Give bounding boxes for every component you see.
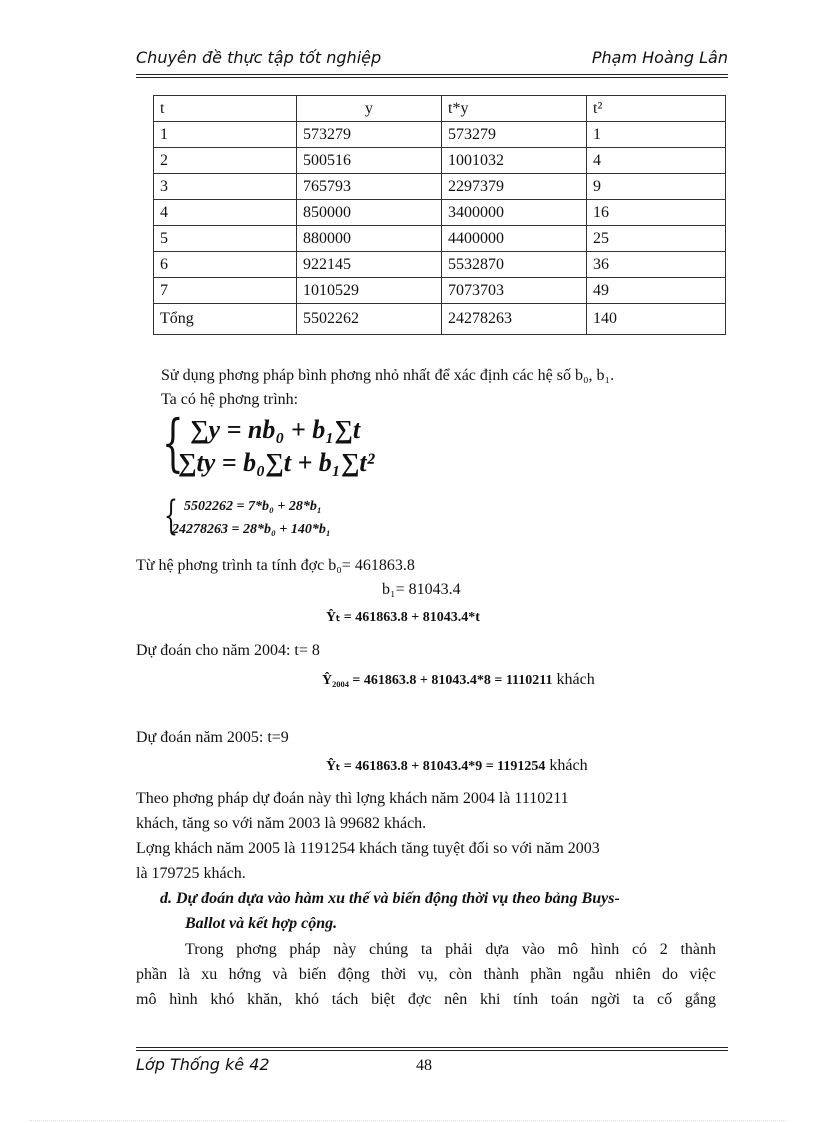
footer-rule	[136, 1047, 728, 1048]
table-total-row	[154, 304, 726, 335]
page-number: 48	[416, 1057, 432, 1074]
table-cell: 922145	[297, 252, 442, 278]
table-cell: y	[297, 96, 442, 122]
table-cell: 2297379	[442, 174, 587, 200]
table-cell: 4400000	[442, 226, 587, 252]
paragraph-forecast-2004: Dự đoán cho năm 2004: t= 8	[136, 642, 320, 659]
paragraph-conclusion-2a: Lợng khách năm 2005 là 1191254 khách tăng tuyệt đối so với năm 2003	[136, 840, 600, 857]
equation-2a: 5502262 = 7*b₀ + 28*b₁	[184, 499, 322, 514]
table-cell: 7	[154, 278, 297, 304]
unit-2004: khách	[556, 671, 595, 688]
table-cell: t²	[587, 96, 726, 122]
paragraph-result-b0: Từ hệ phơng trình ta tính đợc b₀= 461863.8	[136, 557, 415, 574]
table-cell: 36	[587, 252, 726, 278]
paragraph-result-b1: b₁= 81043.4	[382, 581, 461, 598]
footer-class: Lớp Thống kê 42	[136, 1055, 270, 1074]
paragraph-method-desc-1: Trong phơng pháp này chúng ta phải dựa vào mô hình có 2 thành	[185, 941, 716, 958]
table-cell: 3400000	[442, 200, 587, 226]
table-cell: 5	[154, 226, 297, 252]
equation-trend: Ŷₜ = 461863.8 + 81043.4*t	[326, 610, 480, 625]
paragraph-conclusion-1b: khách, tăng so với năm 2003 là 99682 khách.	[136, 815, 427, 832]
table-cell: 49	[587, 278, 726, 304]
table-cell: 880000	[297, 226, 442, 252]
table-cell: 7073703	[442, 278, 587, 304]
table-cell: t*y	[442, 96, 587, 122]
table-cell: 1001032	[442, 148, 587, 174]
paragraph-system-intro: Ta có hệ phơng trình:	[161, 391, 299, 408]
section-heading-line1: d. Dự đoán dựa vào hàm xu thế và biến động thời vụ theo bảng Buys-	[160, 890, 620, 907]
equation-forecast-2005: Ŷₜ = 461863.8 + 81043.4*9 = 1191254	[326, 759, 546, 774]
table-cell: 3	[154, 174, 297, 200]
table-cell: 6	[154, 252, 297, 278]
page-bottom-dots	[30, 1120, 786, 1121]
equation-1a: ∑y = nb₀ + b₁∑t	[190, 415, 361, 444]
brace-2: {	[164, 493, 178, 539]
table-row	[154, 174, 726, 200]
table-cell: t	[154, 96, 297, 122]
paragraph-conclusion-2b: là 179725 khách.	[136, 865, 246, 882]
brace-1: {	[162, 406, 184, 479]
table-cell: 1010529	[297, 278, 442, 304]
table-cell: 573279	[442, 122, 587, 148]
table-row	[154, 278, 726, 304]
table-row	[154, 148, 726, 174]
footer-rule-2	[136, 1050, 728, 1051]
table-cell: 5502262	[297, 304, 442, 335]
paragraph-conclusion-1a: Theo phơng pháp dự đoán này thì lợng khách năm 2004 là 1110211	[136, 790, 569, 807]
paragraph-forecast-2005: Dự đoán năm 2005: t=9	[136, 729, 289, 746]
table-cell: 4	[587, 148, 726, 174]
equation-2b: 24278263 = 28*b₀ + 140*b₁	[172, 522, 331, 537]
unit-2005: khách	[549, 757, 588, 774]
table-cell: 25	[587, 226, 726, 252]
table-cell: 16	[587, 200, 726, 226]
header-rule-2	[136, 77, 728, 78]
table-cell: 500516	[297, 148, 442, 174]
table-cell: 5532870	[442, 252, 587, 278]
table-cell: 1	[587, 122, 726, 148]
table-cell: 4	[154, 200, 297, 226]
table-cell: 140	[587, 304, 726, 335]
table-cell: 850000	[297, 200, 442, 226]
paragraph-method: Sử dụng phơng pháp bình phơng nhỏ nhất để xác định các hệ số b₀, b₁.	[161, 367, 615, 384]
table-cell: 573279	[297, 122, 442, 148]
paragraph-method-desc-2: phần là xu hớng và biến động thời vụ, còn thành phần ngẫu nhiên do việc	[136, 966, 716, 983]
table-row	[154, 252, 726, 278]
table-cell: 765793	[297, 174, 442, 200]
header-author: Phạm Hoàng Lân	[591, 48, 728, 67]
table-cell: Tổng	[154, 304, 297, 335]
equation-forecast-2004: Ŷ₂₀₀₄ = 461863.8 + 81043.4*8 = 1110211	[322, 673, 553, 688]
header-rule	[136, 74, 728, 75]
table-cell: 1	[154, 122, 297, 148]
table-row	[154, 226, 726, 252]
section-heading-line2: Ballot và kết hợp cộng.	[185, 915, 338, 932]
table-cell: 24278263	[442, 304, 587, 335]
header-title: Chuyên đề thực tập tốt nghiệp	[136, 48, 382, 67]
table-row	[154, 200, 726, 226]
equation-1b: ∑ty = b₀∑t + b₁∑t²	[178, 448, 375, 477]
table-header-row	[154, 96, 726, 122]
paragraph-method-desc-3: mô hình khó khăn, khó tách biệt đợc nên khi tính toán ngời ta cố gắng	[136, 991, 716, 1008]
table-cell: 9	[587, 174, 726, 200]
table-cell: 2	[154, 148, 297, 174]
data-table	[153, 95, 726, 335]
page-header	[136, 48, 728, 72]
table-row	[154, 122, 726, 148]
